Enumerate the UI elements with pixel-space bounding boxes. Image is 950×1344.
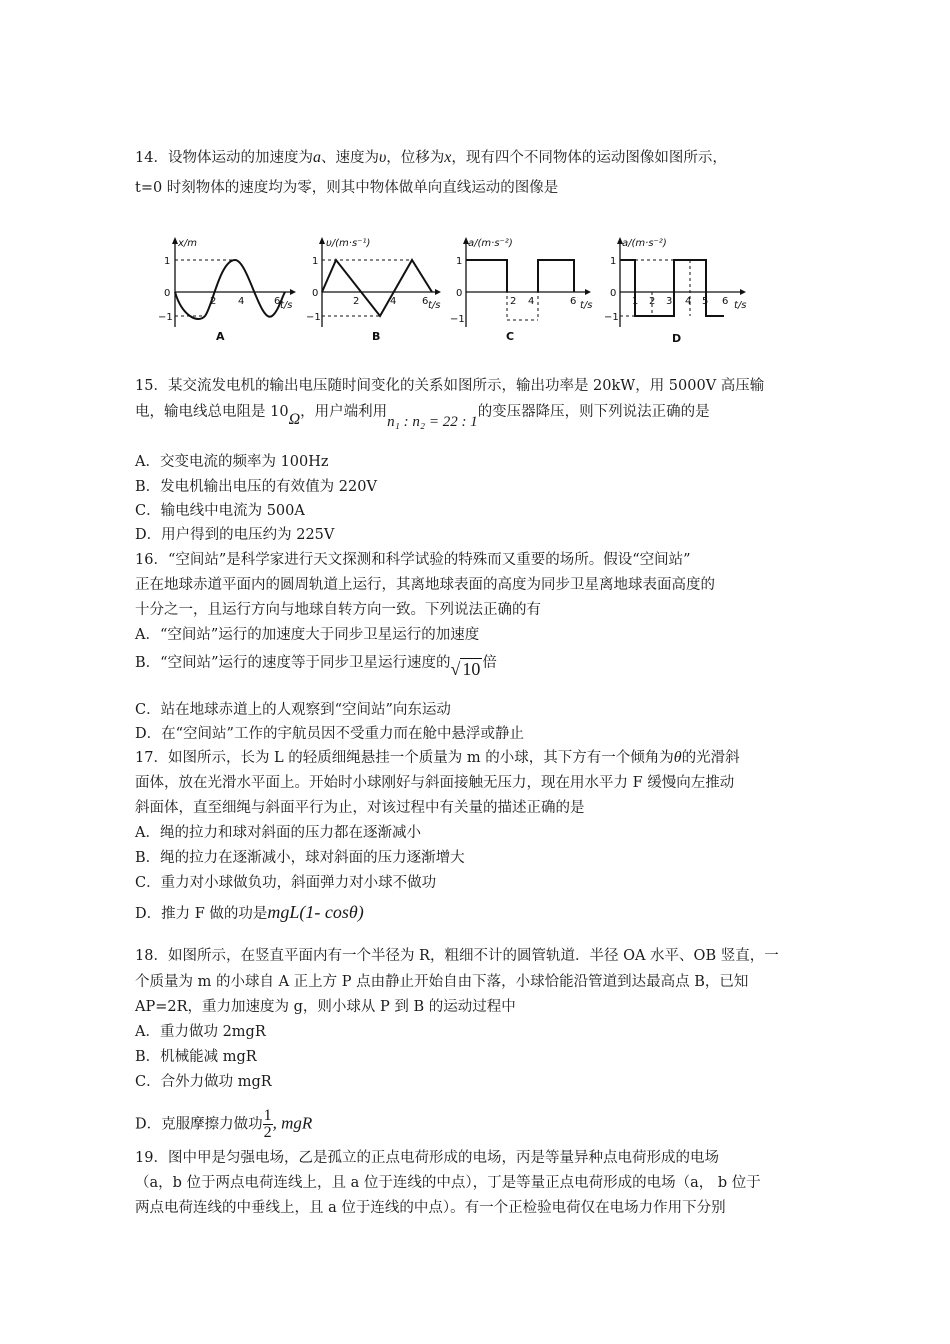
var-a: a [312,149,321,166]
ohm-symbol: Ω [288,411,301,428]
q16-text: B．“空间站”运行的速度等于同步卫星运行速度的 [135,655,451,671]
q17-text: 的光滑斜 [681,750,740,766]
graph-a-tick: 1 [164,256,171,267]
q15-text: ，用户端利用 [300,404,388,420]
q16-line1: 16．“空间站”是科学家进行天文探测和科学试验的特殊而又重要的场所。假设“空间站” [135,552,691,568]
graph-a-tick: −1 [158,312,173,323]
graph-a-ylabel: x/m [178,238,198,249]
graph-d-tick: 6 [722,296,729,307]
q15-option-a: A．交变电流的频率为 100Hz [135,454,329,470]
graph-d-tick: 1 [632,296,639,307]
q17-option-b: B．绳的拉力在逐渐减小，球对斜面的压力逐渐增大 [135,850,465,866]
q16-option-c: C．站在地球赤道上的人观察到“空间站”向东运动 [135,702,451,718]
graph-c-tick: −1 [450,314,465,325]
q18-option-a: A．重力做功 2mgR [135,1024,266,1040]
q18-line2: 个质量为 m 的小球自 A 正上方 P 点由静止开始自由下落，小球恰能沿管道到达最高点 B，已知 [135,974,749,990]
q18-line1: 18．如图所示，在竖直平面内有一个半径为 R，粗细不计的圆管轨道．半径 OA 水平、OB 竖直，一 [135,948,779,964]
q15-text: 电，输电线总电阻是 10 [135,404,289,420]
graph-c-tick: 6 [570,296,577,307]
graph-c-tick: 4 [528,296,535,307]
q16-option-d: D．在“空间站”工作的宇航员因不受重力而在舱中悬浮或静止 [135,726,524,742]
graph-c-xlabel: t/s [580,300,593,311]
work-formula: mgL(1- cosθ) [267,902,364,922]
graph-b-tick: 1 [312,256,319,267]
q14-motion-graphs [150,232,770,347]
graph-d-tick: 0 [610,288,617,299]
graph-b-tick: 4 [390,296,397,307]
q14-text: ，现有四个不同物体的运动图像如图所示， [451,150,727,166]
q16-text: 倍 [482,655,497,671]
graph-c-ylabel: a/(m·s⁻²) [468,238,513,249]
graph-a [158,237,296,343]
var-x: x [444,149,452,166]
q14-text: 14．设物体运动的加速度为 [135,150,313,166]
q19-line2: （a，b 位于两点电荷连线上，且 a 位于连线的中点），丁是等量正点电荷形成的电场（a， b 位于 [135,1175,761,1191]
graph-b [306,237,441,343]
graph-a-tick: 0 [164,288,171,299]
graph-d-tick: 1 [610,256,617,267]
graph-d-tick: −1 [604,312,619,323]
turns-ratio: n₁ : n₂ = 22 : 1 [387,414,478,430]
graph-c-label: C [506,330,515,343]
q15-text: 的变压器降压，则下列说法正确的是 [477,404,710,420]
graph-b-label: B [372,330,381,343]
q18-option-d [135,1108,312,1141]
mgr-term: , mgR [272,1113,313,1133]
q16-line3: 十分之一，且运行方向与地球自转方向一致。下列说法正确的有 [135,602,541,618]
fraction-half [263,1108,273,1141]
q15-line2 [135,402,710,430]
q14-line2: t=0 时刻物体的速度均为零，则其中物体做单向直线运动的图像是 [135,180,559,196]
q15-option-c: C．输电线中电流为 500A [135,503,305,519]
graph-c [450,237,593,343]
graph-a-xlabel: t/s [280,300,293,311]
q17-line1 [135,748,740,768]
graph-d-ylabel: a/(m·s⁻²) [622,238,667,249]
sqrt-10: √ 10 [450,659,481,679]
graph-c-tick: 1 [456,256,463,267]
graph-d [604,237,747,345]
graph-b-tick: −1 [306,312,321,323]
graph-a-tick: 6 [274,296,281,307]
graph-c-tick: 2 [510,296,517,307]
q19-line1: 19．图中甲是匀强电场，乙是孤立的正点电荷形成的电场，丙是等量异种点电荷形成的电场 [135,1150,719,1166]
graph-d-tick: 3 [666,296,673,307]
q14-text: 、速度为 [320,150,379,166]
graph-a-tick: 4 [238,296,245,307]
theta-symbol: θ [673,749,682,766]
q15-line1: 15．某交流发电机的输出电压随时间变化的关系如图所示，输出功率是 20kW，用 5000V 高压输 [135,378,765,394]
q15-option-d: D．用户得到的电压约为 225V [135,527,335,543]
q15-option-b: B．发电机输出电压的有效值为 220V [135,479,377,495]
q18-option-c: C．合外力做功 mgR [135,1074,272,1090]
graph-d-tick: 2 [649,296,656,307]
graph-a-tick: 2 [210,296,217,307]
graph-b-xlabel: t/s [428,300,441,311]
q17-option-c: C．重力对小球做负功，斜面弹力对小球不做功 [135,875,437,891]
graph-d-xlabel: t/s [734,300,747,311]
var-v: υ [378,149,387,166]
sqrt-radicand: 10 [462,659,481,679]
graph-b-ylabel: υ/(m·s⁻¹) [326,238,371,249]
graph-d-label: D [672,332,682,345]
q16-line2: 正在地球赤道平面内的圆周轨道上运行，其离地球表面的高度为同步卫星离地球表面高度的 [135,577,715,593]
q17-option-a: A．绳的拉力和球对斜面的压力都在逐渐减小 [135,825,421,841]
q14-line1 [135,148,727,168]
graph-a-label: A [216,330,225,343]
q17-option-d [135,902,364,924]
q19-line3: 两点电荷连线的中垂线上，且 a 位于连线的中点）。有一个正检验电荷仅在电场力作用下分别 [135,1200,726,1216]
q17-text: D．推力 F 做的功是 [135,906,268,922]
graph-b-tick: 6 [422,296,429,307]
graph-d-tick: 5 [702,296,709,307]
fraction-denominator: 2 [263,1124,272,1141]
graph-b-tick: 2 [353,296,360,307]
q16-option-a: A．“空间站”运行的加速度大于同步卫星运行的加速度 [135,627,480,643]
q17-line2: 面体，放在光滑水平面上。开始时小球刚好与斜面接触无压力，现在用水平力 F 缓慢向左推动 [135,775,735,791]
q18-text: D．克服摩擦力做功 [135,1116,263,1133]
q18-option-b: B．机械能减 mgR [135,1049,257,1065]
q14-text: ，位移为 [386,150,445,166]
q16-option-b [135,651,497,679]
graph-d-tick: 4 [685,296,692,307]
graph-b-tick: 0 [312,288,319,299]
q18-line3: AP=2R，重力加速度为 g，则小球从 P 到 B 的运动过程中 [135,999,516,1015]
q17-text: 17．如图所示，长为 L 的轻质细绳悬挂一个质量为 m 的小球，其下方有一个倾角为 [135,750,674,766]
q17-line3: 斜面体，直至细绳与斜面平行为止，对该过程中有关量的描述正确的是 [135,800,585,816]
graph-c-tick: 0 [456,288,463,299]
fraction-numerator: 1 [263,1107,272,1124]
